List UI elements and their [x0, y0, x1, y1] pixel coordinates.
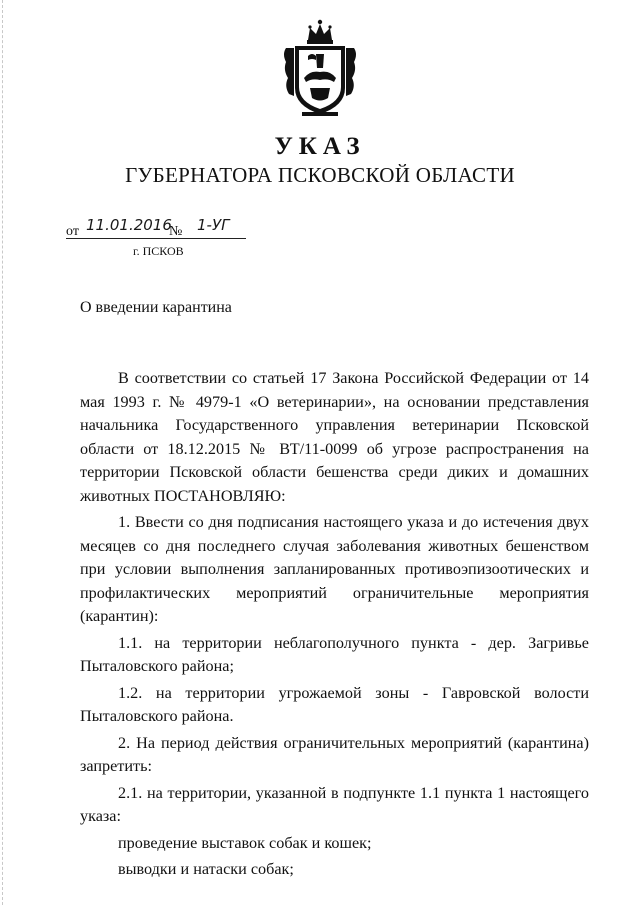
date-prefix: от: [66, 224, 79, 239]
paragraph-2-1: 2.1. на территории, указанной в подпункте 1.1 пункта 1 настоящего указа:: [80, 783, 589, 825]
paragraph-1: 1. Ввести со дня подписания настоящего указа и до истечения двух месяцев со дня последнего случая заболевания животных бешенством при условии выполнения запланированных противоэпизоотических и профилактических мероприятий ограничительные мероприятия (карантин):: [80, 513, 589, 625]
document-subject: О введении карантина: [80, 299, 232, 316]
handwritten-date: 11.01.2016: [86, 216, 172, 234]
coat-of-arms-icon: [280, 18, 360, 118]
list-item-exhibitions: проведение выставок собак и кошек;: [118, 833, 372, 852]
list-item-dog-training: выводки и натаски собак;: [118, 860, 294, 878]
handwritten-number: 1-УГ: [197, 216, 230, 234]
paragraph-1-1: 1.1. на территории неблагополучного пункта - дер. Загривье Пыталовского района;: [80, 633, 589, 675]
number-prefix: №: [169, 224, 183, 239]
date-number-line: [66, 216, 266, 242]
signature-underline: [66, 238, 246, 239]
paragraph-preamble: В соответствии со статьей 17 Закона Российской Федерации от 14 мая 1993 г. № 4979-1 «О ветеринарии», на основании представления начальника Государственного управления ветеринарии Псковской области от 18.12.2015 № ВТ/11-0099 об угрозе распространения на территории Псковской области бешенства среди диких и домашних животных ПОСТАНОВЛЯЮ:: [80, 369, 589, 505]
paragraph-1-2: 1.2. на территории угрожаемой зоны - Гавровской волости Пыталовского района.: [80, 683, 589, 725]
decree-title: УКАЗ: [274, 133, 366, 160]
city-label: г. ПСКОВ: [133, 244, 184, 258]
document-body: [80, 367, 589, 885]
paragraph-2: 2. На период действия ограничительных мероприятий (карантина) запретить:: [80, 733, 589, 775]
decree-subtitle: ГУБЕРНАТОРА ПСКОВСКОЙ ОБЛАСТИ: [125, 163, 515, 187]
